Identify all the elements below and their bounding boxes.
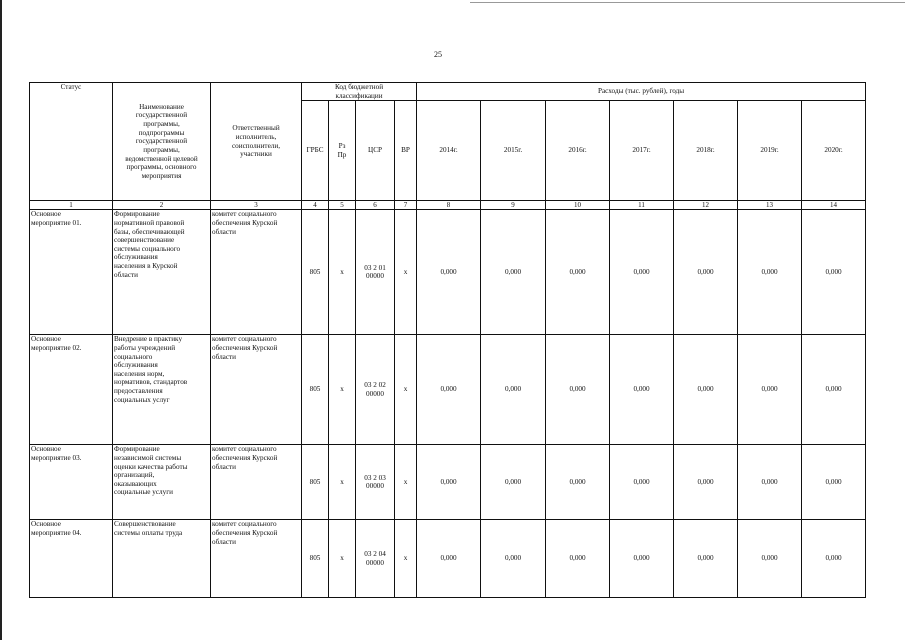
row-grbs: 805: [302, 520, 329, 598]
header-year: 2019г.: [738, 101, 802, 201]
row-value: 0,000: [417, 335, 481, 445]
row-value: 0,000: [674, 520, 738, 598]
column-number: 12: [674, 201, 738, 210]
row-value: 0,000: [417, 445, 481, 520]
column-number: 9: [481, 201, 546, 210]
row-value: 0,000: [610, 335, 674, 445]
header-year: 2015г.: [481, 101, 546, 201]
header-executor: Ответственный исполнитель, соисполнители, участники: [211, 83, 302, 201]
row-value: 0,000: [417, 210, 481, 335]
column-number: 13: [738, 201, 802, 210]
row-executor: комитет социального обеспечения Курской области: [211, 335, 302, 445]
header-row-top: [30, 83, 866, 101]
column-number: 14: [802, 201, 866, 210]
row-value: 0,000: [738, 445, 802, 520]
scan-edge-top: [470, 2, 905, 3]
row-csr: 03 2 04 00000: [356, 520, 395, 598]
header-csr: ЦСР: [356, 101, 395, 201]
scan-edge-left: [0, 0, 2, 640]
header-vr: ВР: [395, 101, 417, 201]
row-value: 0,000: [546, 210, 610, 335]
header-name: Наименование государственной программы, подпрограммы государственной программы, ведомственной целевой программы, основного мероприятия: [113, 83, 211, 201]
row-value: 0,000: [738, 520, 802, 598]
row-value: 0,000: [481, 335, 546, 445]
row-vr: х: [395, 520, 417, 598]
table-row: [30, 210, 866, 335]
header-status: Статус: [30, 83, 113, 201]
row-csr: 03 2 01 00000: [356, 210, 395, 335]
column-number: 10: [546, 201, 610, 210]
row-name: Внедрение в практику работы учреждений социального обслуживания населения норм, нормативов, стандартов предоставления социальных услуг: [113, 335, 211, 445]
row-value: 0,000: [802, 520, 866, 598]
budget-table: [29, 82, 866, 598]
row-csr: 03 2 02 00000: [356, 335, 395, 445]
row-value: 0,000: [417, 520, 481, 598]
row-status: Основное мероприятие 01.: [30, 210, 113, 335]
header-grbs: ГРБС: [302, 101, 329, 201]
row-value: 0,000: [610, 445, 674, 520]
column-number: 11: [610, 201, 674, 210]
page-number: 25: [434, 50, 442, 59]
header-year: 2017г.: [610, 101, 674, 201]
row-rzpr: х: [329, 210, 356, 335]
row-rzpr: х: [329, 520, 356, 598]
column-number: 7: [395, 201, 417, 210]
row-value: 0,000: [802, 210, 866, 335]
row-grbs: 805: [302, 335, 329, 445]
row-status: Основное мероприятие 04.: [30, 520, 113, 598]
row-value: 0,000: [481, 210, 546, 335]
row-value: 0,000: [546, 520, 610, 598]
row-value: 0,000: [610, 520, 674, 598]
row-value: 0,000: [610, 210, 674, 335]
table-row: [30, 335, 866, 445]
row-executor: комитет социального обеспечения Курской области: [211, 210, 302, 335]
column-number-row: [30, 201, 866, 210]
row-vr: х: [395, 335, 417, 445]
header-year: 2020г.: [802, 101, 866, 201]
column-number: 8: [417, 201, 481, 210]
column-number: 6: [356, 201, 395, 210]
row-status: Основное мероприятие 02.: [30, 335, 113, 445]
header-rzpr: Рз Пр: [329, 101, 356, 201]
row-value: 0,000: [738, 210, 802, 335]
row-value: 0,000: [674, 210, 738, 335]
row-csr: 03 2 03 00000: [356, 445, 395, 520]
row-status: Основное мероприятие 03.: [30, 445, 113, 520]
row-value: 0,000: [738, 335, 802, 445]
row-value: 0,000: [546, 335, 610, 445]
row-name: Формирование нормативной правовой базы, обеспечивающей совершенствование системы социального обслуживания населения в Курской области: [113, 210, 211, 335]
row-vr: х: [395, 445, 417, 520]
row-value: 0,000: [802, 445, 866, 520]
table-row: [30, 520, 866, 598]
header-year: 2018г.: [674, 101, 738, 201]
row-grbs: 805: [302, 210, 329, 335]
header-year: 2014г.: [417, 101, 481, 201]
row-value: 0,000: [481, 445, 546, 520]
row-executor: комитет социального обеспечения Курской области: [211, 520, 302, 598]
header-year: 2016г.: [546, 101, 610, 201]
row-name: Формирование независимой системы оценки качества работы организаций, оказывающих социальные услуги: [113, 445, 211, 520]
row-rzpr: х: [329, 445, 356, 520]
row-value: 0,000: [674, 335, 738, 445]
table-row: [30, 445, 866, 520]
header-budget-code: Код бюджетной классификации: [302, 83, 417, 101]
column-number: 1: [30, 201, 113, 210]
column-number: 3: [211, 201, 302, 210]
row-vr: х: [395, 210, 417, 335]
row-rzpr: х: [329, 335, 356, 445]
column-number: 4: [302, 201, 329, 210]
row-value: 0,000: [481, 520, 546, 598]
row-value: 0,000: [802, 335, 866, 445]
header-expenses: Расходы (тыс. рублей), годы: [417, 83, 866, 101]
row-executor: комитет социального обеспечения Курской области: [211, 445, 302, 520]
column-number: 2: [113, 201, 211, 210]
row-grbs: 805: [302, 445, 329, 520]
row-value: 0,000: [546, 445, 610, 520]
row-name: Совершенствование системы оплаты труда: [113, 520, 211, 598]
column-number: 5: [329, 201, 356, 210]
row-value: 0,000: [674, 445, 738, 520]
